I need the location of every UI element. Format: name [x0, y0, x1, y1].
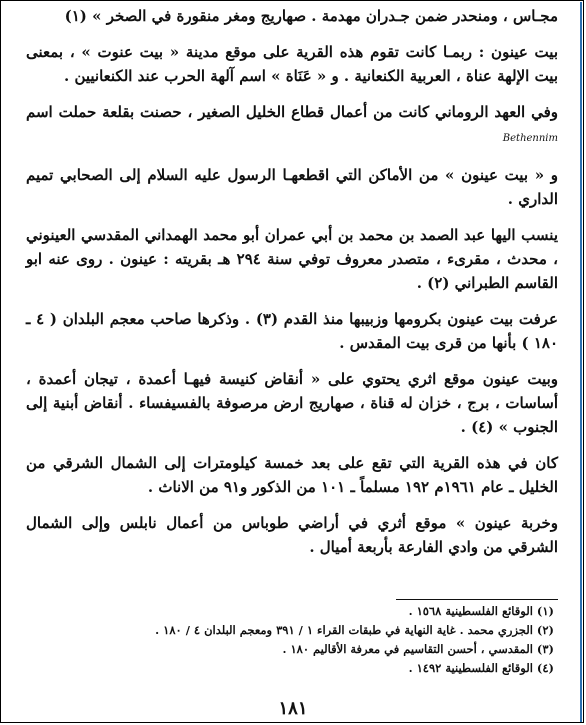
paragraph-3: [26, 100, 558, 151]
footnote-3: (٣) المقدسي ، أحسن التقاسيم في معرفة الأقاليم ١٨٠ .: [282, 642, 554, 656]
paragraph-8: كان في هذه القرية التي تقع على بعد خمسة كيلومترات إلى الشمال الشرقي من الخليل ـ عام ١٩٦١م ١٩٢ مسلماً ـ ١٠١ من الذكور و٩١ من الاناث .: [26, 454, 558, 496]
latin-name: Bethennim: [502, 133, 558, 144]
paragraph-3-text: وفي العهد الروماني كانت من أعمال قطاع الخليل الصغير ، حصنت بقلعة حملت اسم: [26, 103, 558, 121]
paragraph-4: و « بيت عينون » من الأماكن التي اقطعهـا الرسول عليه السلام إلى الصحابي تميم الداري .: [26, 166, 558, 208]
page-body: [26, 4, 558, 571]
page-number: ١٨١: [278, 698, 308, 719]
footnote-1: (١) الوقائع الفلسطينية ١٥٦٨ .: [408, 604, 554, 618]
footnote-separator: [396, 599, 558, 600]
paragraph-1: مجـاس ، ومنحدر ضمن جـدران مهدمة . صهاريج ومغر منقورة في الصخر » (١): [64, 7, 558, 25]
paragraph-7: وبيت عينون موقع اثري يحتوي على « أنقاض كنيسة فيهـا أعمدة ، تيجان أعمدة ، أساسات ، برج ، خزان له قناة ، صهاريج ارض مرصوفة بالفسيفساء . أنقاض أبنية إلى الجنوب » (٤) .: [26, 370, 558, 436]
paragraph-9: وخربة عينون » موقع أثري في أراضي طوباس من أعمال نابلس وإلى الشمال الشرقي من وادي الفارعة بأربعة أميال .: [26, 514, 558, 556]
footnotes: [26, 602, 554, 678]
footnote-4: (٤) الوقائع الفلسطينية ١٤٩٢ .: [408, 661, 554, 675]
footnote-2: (٢) الجزري محمد . غاية النهاية في طبقات القراء ١ / ٣٩١ ومعجم البلدان ٤ / ١٨٠ .: [155, 623, 554, 637]
paragraph-6: عرفت بيت عينون بكرومها وزبيبها منذ القدم (٣) . وذكرها صاحب معجم البلدان ( ٤ ـ ١٨٠ ) بأنها من قرى بيت المقدس .: [26, 310, 558, 352]
paragraph-5: ينسب اليها عبد الصمد بن محمد بن أبي عمران أبو محمد الهمداني المقدسي العينوني ، محدث ، مقرىء ، متصدر معروف توفي سنة ٢٩٤ هـ بقريته : عينون . روى عنه ابو القاسم الطبراني (٢) .: [26, 226, 558, 292]
page-edge: [580, 2, 582, 722]
paragraph-2: بيت عينون : ربمـا كانت تقوم هذه القرية على موقع مدينة « بيت عنوت » ، بمعنى بيت الإلهة عناة ، العربية الكنعانية . و « عَنَاة » اسم آلهة الحرب عند الكنعانيين .: [26, 43, 558, 85]
